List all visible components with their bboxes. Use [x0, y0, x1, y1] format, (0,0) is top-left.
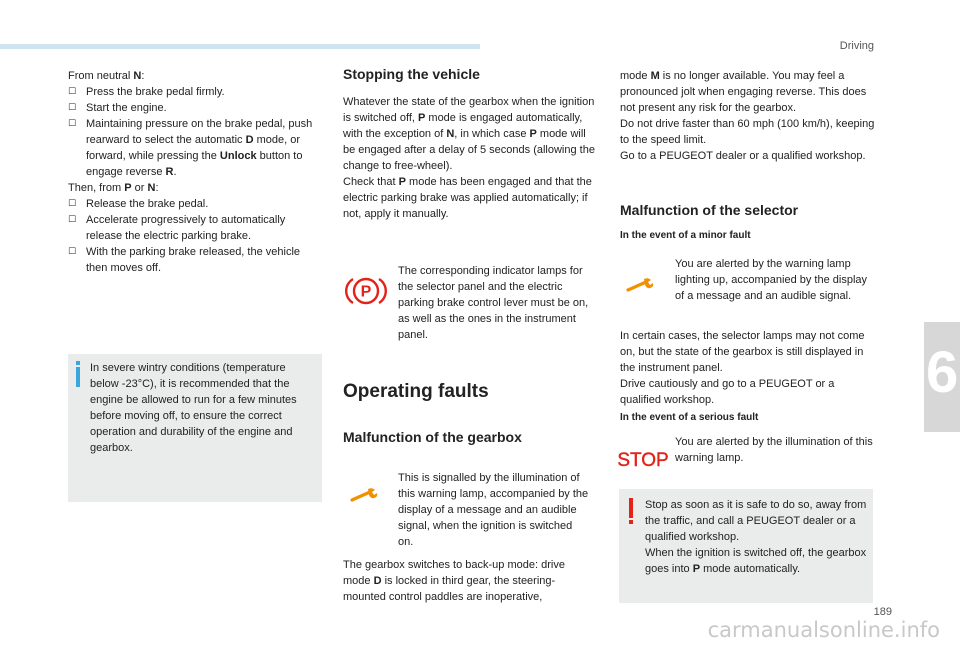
step-select-mode: ☐ Maintaining pressure on the brake pedal, push rearward to select the automatic D mode, or forward, while pressing the Unlock button to engage reverse R. [68, 118, 313, 178]
checkbox-icon: ☐ [68, 199, 77, 209]
step-start-engine: ☐ Start the engine. [68, 102, 167, 114]
checkbox-icon: ☐ [68, 87, 77, 97]
checkbox-icon: ☐ [68, 119, 77, 129]
info-box-wintry [68, 354, 322, 502]
heading-operating-faults: Operating faults [343, 381, 489, 402]
wrench-icon [626, 276, 656, 294]
info-text: In severe wintry conditions (temperature below -23°C), it is recommended that the engine be allowed to run for a few minutes before moving off, to ensure the correct operation and durability of the engine and gearbox. [90, 362, 297, 454]
backup-mode-text: The gearbox switches to back-up mode: drive mode D is locked in third gear, the steering-mounted control paddles are inoperative, [343, 559, 565, 603]
section-title: Driving [839, 40, 874, 52]
subheading-minor-fault: In the event of a minor fault [620, 230, 751, 241]
heading-gearbox-malfunction: Malfunction of the gearbox [343, 429, 522, 445]
info-icon [76, 361, 80, 387]
column-start-procedure [68, 68, 324, 276]
checkbox-icon: ☐ [68, 215, 77, 225]
chapter-number: 6 [926, 340, 959, 405]
warning-exclamation-icon [629, 498, 633, 524]
step-moves-off: ☐ With the parking brake released, the vehicle then moves off. [68, 246, 301, 274]
stopping-body: Whatever the state of the gearbox when the ignition is switched off, P mode is engaged automatically, with the exception of N, in which case P mode will be engaged after a delay of 5 seconds (allowing the change to free-wheel). Check that P mode has been engaged and that the electric parking brake was applied automatically; if not, apply it manually. [343, 96, 595, 220]
then-line: Then, from P or N: [68, 182, 159, 194]
parking-brake-p-icon [346, 275, 386, 307]
intro-line: From neutral N: [68, 70, 145, 82]
warning-text: Stop as soon as it is safe to do so, away from the traffic, and call a PEUGEOT dealer or a qualified workshop. When the ignition is switched off, the gearbox goes into P mode automatically. [645, 499, 867, 575]
step-release-brake: ☐ Release the brake pedal. [68, 198, 209, 210]
watermark: carmanualsonline.info [707, 618, 940, 642]
checkbox-icon: ☐ [68, 103, 77, 113]
col3-continued: mode M is no longer available. You may feel a pronounced jolt when engaging reverse. This does not present any risk for the gearbox. Do not drive faster than 60 mph (100 km/h), keeping to the speed limit. Go to a PEUGEOT dealer or a qualified workshop. [620, 70, 875, 162]
chapter-tab [924, 322, 960, 432]
heading-stopping-vehicle: Stopping the vehicle [343, 66, 480, 82]
subheading-serious-fault: In the event of a serious fault [620, 412, 759, 423]
step-press-brake: ☐ Press the brake pedal firmly. [68, 86, 225, 98]
minor-lamp-text: You are alerted by the warning lamp lighting up, accompanied by the display of a message and an audible signal. [675, 258, 868, 302]
minor-fault-body: In certain cases, the selector lamps may not come on, but the state of the gearbox is still displayed in the instrument panel. Drive cautiously and go to a PEUGEOT or a qualified workshop. [620, 330, 865, 406]
page-number: 189 [873, 606, 892, 618]
p-lamp-text: The corresponding indicator lamps for the selector panel and the electric parking brake control lever must be on, as well as the ones in the instrument panel. [398, 265, 589, 341]
warning-box-stop [619, 489, 873, 603]
heading-selector-malfunction: Malfunction of the selector [620, 202, 799, 218]
header-bar [0, 44, 480, 49]
svg-text:STOP: STOP [617, 450, 669, 471]
svg-text:P: P [360, 283, 372, 301]
gearbox-lamp-text: This is signalled by the illumination of this warning lamp, accompanied by the display of a message and an audible signal, when the ignition is switched on. [398, 472, 589, 548]
checkbox-icon: ☐ [68, 247, 77, 257]
stop-warning-icon [617, 448, 669, 471]
wrench-icon [350, 486, 380, 504]
serious-lamp-text: You are alerted by the illumination of this warning lamp. [675, 436, 873, 464]
step-accelerate: ☐ Accelerate progressively to automatically release the electric parking brake. [68, 214, 286, 242]
